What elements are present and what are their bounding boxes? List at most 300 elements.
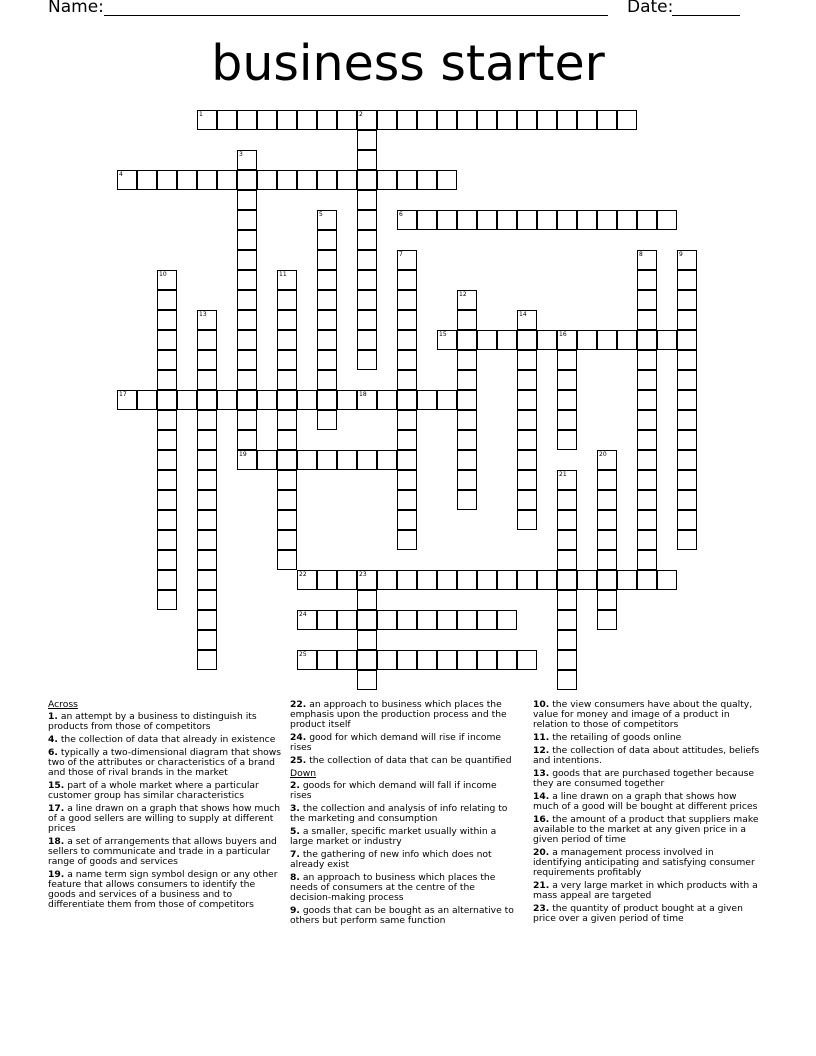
grid-cell[interactable] <box>257 450 277 470</box>
grid-cell[interactable] <box>337 110 357 130</box>
grid-cell[interactable] <box>637 270 657 290</box>
grid-cell[interactable] <box>317 210 337 230</box>
grid-cell[interactable] <box>197 630 217 650</box>
grid-cell[interactable] <box>497 330 517 350</box>
grid-cell[interactable] <box>397 410 417 430</box>
grid-cell[interactable] <box>557 530 577 550</box>
grid-cell[interactable] <box>557 110 577 130</box>
grid-cell[interactable] <box>317 610 337 630</box>
grid-cell[interactable] <box>397 450 417 470</box>
grid-cell[interactable] <box>537 210 557 230</box>
grid-cell[interactable] <box>197 350 217 370</box>
grid-cell[interactable] <box>337 610 357 630</box>
grid-cell[interactable] <box>677 350 697 370</box>
grid-cell[interactable] <box>197 490 217 510</box>
grid-cell[interactable] <box>577 570 597 590</box>
grid-cell[interactable] <box>357 350 377 370</box>
grid-cell[interactable] <box>637 290 657 310</box>
grid-cell[interactable] <box>457 570 477 590</box>
grid-cell[interactable] <box>237 190 257 210</box>
grid-cell[interactable] <box>637 570 657 590</box>
grid-cell[interactable] <box>517 410 537 430</box>
grid-cell[interactable] <box>237 290 257 310</box>
grid-cell[interactable] <box>297 450 317 470</box>
grid-cell[interactable] <box>397 470 417 490</box>
grid-cell[interactable] <box>157 510 177 530</box>
grid-cell[interactable] <box>597 110 617 130</box>
grid-cell[interactable] <box>437 650 457 670</box>
grid-cell[interactable] <box>257 390 277 410</box>
grid-cell[interactable] <box>457 290 477 310</box>
grid-cell[interactable] <box>477 330 497 350</box>
grid-cell[interactable] <box>237 110 257 130</box>
grid-cell[interactable] <box>397 270 417 290</box>
grid-cell[interactable] <box>677 450 697 470</box>
grid-cell[interactable] <box>237 210 257 230</box>
grid-cell[interactable] <box>557 570 577 590</box>
grid-cell[interactable] <box>577 210 597 230</box>
grid-cell[interactable] <box>457 210 477 230</box>
grid-cell[interactable] <box>557 490 577 510</box>
grid-cell[interactable] <box>237 270 257 290</box>
grid-cell[interactable] <box>317 410 337 430</box>
grid-cell[interactable] <box>417 570 437 590</box>
grid-cell[interactable] <box>157 290 177 310</box>
grid-cell[interactable] <box>597 490 617 510</box>
grid-cell[interactable] <box>637 510 657 530</box>
grid-cell[interactable] <box>637 430 657 450</box>
grid-cell[interactable] <box>357 590 377 610</box>
grid-cell[interactable] <box>417 210 437 230</box>
grid-cell[interactable] <box>217 390 237 410</box>
grid-cell[interactable] <box>457 410 477 430</box>
grid-cell[interactable] <box>417 610 437 630</box>
grid-cell[interactable] <box>157 550 177 570</box>
grid-cell[interactable] <box>517 510 537 530</box>
grid-cell[interactable] <box>677 490 697 510</box>
grid-cell[interactable] <box>277 430 297 450</box>
grid-cell[interactable] <box>297 390 317 410</box>
grid-cell[interactable] <box>197 530 217 550</box>
grid-cell[interactable] <box>297 110 317 130</box>
grid-cell[interactable] <box>257 110 277 130</box>
grid-cell[interactable] <box>557 550 577 570</box>
grid-cell[interactable] <box>317 230 337 250</box>
grid-cell[interactable] <box>637 390 657 410</box>
grid-cell[interactable] <box>157 410 177 430</box>
grid-cell[interactable] <box>277 530 297 550</box>
grid-cell[interactable] <box>217 110 237 130</box>
grid-cell[interactable] <box>677 330 697 350</box>
grid-cell[interactable] <box>397 210 417 230</box>
grid-cell[interactable] <box>597 330 617 350</box>
grid-cell[interactable] <box>317 330 337 350</box>
grid-cell[interactable] <box>677 510 697 530</box>
grid-cell[interactable] <box>637 350 657 370</box>
grid-cell[interactable] <box>157 590 177 610</box>
grid-cell[interactable] <box>237 450 257 470</box>
grid-cell[interactable] <box>217 170 237 190</box>
grid-cell[interactable] <box>337 450 357 470</box>
grid-cell[interactable] <box>357 170 377 190</box>
grid-cell[interactable] <box>497 110 517 130</box>
grid-cell[interactable] <box>677 290 697 310</box>
grid-cell[interactable] <box>557 510 577 530</box>
grid-cell[interactable] <box>617 570 637 590</box>
grid-cell[interactable] <box>357 570 377 590</box>
grid-cell[interactable] <box>517 310 537 330</box>
grid-cell[interactable] <box>517 570 537 590</box>
grid-cell[interactable] <box>377 450 397 470</box>
grid-cell[interactable] <box>357 390 377 410</box>
grid-cell[interactable] <box>197 310 217 330</box>
grid-cell[interactable] <box>557 370 577 390</box>
grid-cell[interactable] <box>597 530 617 550</box>
grid-cell[interactable] <box>637 530 657 550</box>
grid-cell[interactable] <box>557 470 577 490</box>
grid-cell[interactable] <box>397 390 417 410</box>
grid-cell[interactable] <box>157 450 177 470</box>
grid-cell[interactable] <box>517 470 537 490</box>
grid-cell[interactable] <box>677 410 697 430</box>
grid-cell[interactable] <box>677 270 697 290</box>
grid-cell[interactable] <box>377 650 397 670</box>
grid-cell[interactable] <box>517 450 537 470</box>
grid-cell[interactable] <box>397 250 417 270</box>
grid-cell[interactable] <box>157 270 177 290</box>
grid-cell[interactable] <box>117 390 137 410</box>
grid-cell[interactable] <box>277 270 297 290</box>
grid-cell[interactable] <box>357 450 377 470</box>
grid-cell[interactable] <box>557 630 577 650</box>
grid-cell[interactable] <box>617 110 637 130</box>
grid-cell[interactable] <box>637 210 657 230</box>
grid-cell[interactable] <box>517 430 537 450</box>
grid-cell[interactable] <box>677 370 697 390</box>
grid-cell[interactable] <box>197 410 217 430</box>
grid-cell[interactable] <box>237 390 257 410</box>
grid-cell[interactable] <box>437 610 457 630</box>
grid-cell[interactable] <box>157 330 177 350</box>
grid-cell[interactable] <box>197 470 217 490</box>
grid-cell[interactable] <box>277 410 297 430</box>
grid-cell[interactable] <box>537 330 557 350</box>
grid-cell[interactable] <box>197 450 217 470</box>
grid-cell[interactable] <box>357 650 377 670</box>
grid-cell[interactable] <box>317 310 337 330</box>
grid-cell[interactable] <box>317 570 337 590</box>
grid-cell[interactable] <box>397 510 417 530</box>
grid-cell[interactable] <box>557 210 577 230</box>
grid-cell[interactable] <box>257 170 277 190</box>
grid-cell[interactable] <box>137 390 157 410</box>
grid-cell[interactable] <box>237 370 257 390</box>
grid-cell[interactable] <box>557 610 577 630</box>
grid-cell[interactable] <box>317 110 337 130</box>
grid-cell[interactable] <box>317 370 337 390</box>
grid-cell[interactable] <box>157 310 177 330</box>
grid-cell[interactable] <box>197 550 217 570</box>
grid-cell[interactable] <box>397 170 417 190</box>
grid-cell[interactable] <box>337 390 357 410</box>
grid-cell[interactable] <box>637 310 657 330</box>
grid-cell[interactable] <box>637 250 657 270</box>
grid-cell[interactable] <box>637 330 657 350</box>
grid-cell[interactable] <box>317 250 337 270</box>
grid-cell[interactable] <box>517 210 537 230</box>
grid-cell[interactable] <box>377 110 397 130</box>
grid-cell[interactable] <box>517 650 537 670</box>
grid-cell[interactable] <box>317 290 337 310</box>
grid-cell[interactable] <box>157 470 177 490</box>
grid-cell[interactable] <box>497 210 517 230</box>
grid-cell[interactable] <box>537 570 557 590</box>
grid-cell[interactable] <box>237 310 257 330</box>
grid-cell[interactable] <box>237 330 257 350</box>
grid-cell[interactable] <box>557 350 577 370</box>
grid-cell[interactable] <box>477 610 497 630</box>
grid-cell[interactable] <box>157 170 177 190</box>
grid-cell[interactable] <box>597 450 617 470</box>
grid-cell[interactable] <box>157 390 177 410</box>
grid-cell[interactable] <box>557 410 577 430</box>
grid-cell[interactable] <box>557 590 577 610</box>
grid-cell[interactable] <box>637 470 657 490</box>
grid-cell[interactable] <box>237 250 257 270</box>
grid-cell[interactable] <box>177 170 197 190</box>
grid-cell[interactable] <box>237 230 257 250</box>
grid-cell[interactable] <box>397 490 417 510</box>
grid-cell[interactable] <box>197 430 217 450</box>
grid-cell[interactable] <box>457 450 477 470</box>
grid-cell[interactable] <box>277 470 297 490</box>
grid-cell[interactable] <box>637 450 657 470</box>
grid-cell[interactable] <box>397 110 417 130</box>
grid-cell[interactable] <box>597 550 617 570</box>
grid-cell[interactable] <box>537 110 557 130</box>
grid-cell[interactable] <box>357 630 377 650</box>
grid-cell[interactable] <box>397 290 417 310</box>
grid-cell[interactable] <box>557 430 577 450</box>
grid-cell[interactable] <box>497 610 517 630</box>
grid-cell[interactable] <box>277 170 297 190</box>
grid-cell[interactable] <box>417 170 437 190</box>
grid-cell[interactable] <box>457 430 477 450</box>
grid-cell[interactable] <box>597 470 617 490</box>
grid-cell[interactable] <box>677 390 697 410</box>
grid-cell[interactable] <box>417 110 437 130</box>
grid-cell[interactable] <box>317 350 337 370</box>
grid-cell[interactable] <box>517 330 537 350</box>
grid-cell[interactable] <box>157 430 177 450</box>
grid-cell[interactable] <box>197 110 217 130</box>
grid-cell[interactable] <box>317 450 337 470</box>
grid-cell[interactable] <box>237 150 257 170</box>
grid-cell[interactable] <box>437 210 457 230</box>
grid-cell[interactable] <box>597 590 617 610</box>
grid-cell[interactable] <box>317 650 337 670</box>
grid-cell[interactable] <box>357 230 377 250</box>
grid-cell[interactable] <box>237 430 257 450</box>
grid-cell[interactable] <box>337 650 357 670</box>
grid-cell[interactable] <box>197 570 217 590</box>
grid-cell[interactable] <box>477 570 497 590</box>
grid-cell[interactable] <box>417 390 437 410</box>
grid-cell[interactable] <box>557 330 577 350</box>
grid-cell[interactable] <box>517 390 537 410</box>
grid-cell[interactable] <box>277 390 297 410</box>
grid-cell[interactable] <box>277 550 297 570</box>
grid-cell[interactable] <box>357 290 377 310</box>
grid-cell[interactable] <box>357 330 377 350</box>
grid-cell[interactable] <box>197 330 217 350</box>
grid-cell[interactable] <box>237 170 257 190</box>
grid-cell[interactable] <box>357 670 377 690</box>
grid-cell[interactable] <box>457 490 477 510</box>
grid-cell[interactable] <box>197 610 217 630</box>
grid-cell[interactable] <box>437 330 457 350</box>
grid-cell[interactable] <box>317 390 337 410</box>
grid-cell[interactable] <box>277 350 297 370</box>
grid-cell[interactable] <box>657 210 677 230</box>
grid-cell[interactable] <box>577 110 597 130</box>
grid-cell[interactable] <box>277 370 297 390</box>
grid-cell[interactable] <box>597 610 617 630</box>
grid-cell[interactable] <box>457 330 477 350</box>
grid-cell[interactable] <box>397 650 417 670</box>
grid-cell[interactable] <box>497 570 517 590</box>
grid-cell[interactable] <box>357 270 377 290</box>
grid-cell[interactable] <box>357 250 377 270</box>
grid-cell[interactable] <box>277 510 297 530</box>
grid-cell[interactable] <box>357 130 377 150</box>
grid-cell[interactable] <box>277 330 297 350</box>
grid-cell[interactable] <box>377 610 397 630</box>
grid-cell[interactable] <box>437 570 457 590</box>
grid-cell[interactable] <box>357 110 377 130</box>
grid-cell[interactable] <box>457 610 477 630</box>
grid-cell[interactable] <box>437 390 457 410</box>
grid-cell[interactable] <box>197 370 217 390</box>
grid-cell[interactable] <box>377 390 397 410</box>
grid-cell[interactable] <box>597 210 617 230</box>
grid-cell[interactable] <box>297 170 317 190</box>
grid-cell[interactable] <box>357 150 377 170</box>
grid-cell[interactable] <box>597 570 617 590</box>
grid-cell[interactable] <box>317 270 337 290</box>
grid-cell[interactable] <box>677 530 697 550</box>
grid-cell[interactable] <box>437 110 457 130</box>
grid-cell[interactable] <box>457 110 477 130</box>
grid-cell[interactable] <box>277 450 297 470</box>
grid-cell[interactable] <box>577 330 597 350</box>
grid-cell[interactable] <box>157 530 177 550</box>
grid-cell[interactable] <box>357 190 377 210</box>
grid-cell[interactable] <box>457 310 477 330</box>
grid-cell[interactable] <box>637 490 657 510</box>
grid-cell[interactable] <box>677 470 697 490</box>
grid-cell[interactable] <box>397 530 417 550</box>
grid-cell[interactable] <box>637 410 657 430</box>
grid-cell[interactable] <box>377 170 397 190</box>
grid-cell[interactable] <box>397 610 417 630</box>
grid-cell[interactable] <box>517 490 537 510</box>
grid-cell[interactable] <box>357 310 377 330</box>
grid-cell[interactable] <box>397 310 417 330</box>
grid-cell[interactable] <box>377 570 397 590</box>
grid-cell[interactable] <box>557 390 577 410</box>
grid-cell[interactable] <box>177 390 197 410</box>
grid-cell[interactable] <box>297 610 317 630</box>
grid-cell[interactable] <box>637 370 657 390</box>
grid-cell[interactable] <box>677 250 697 270</box>
grid-cell[interactable] <box>657 570 677 590</box>
grid-cell[interactable] <box>417 650 437 670</box>
grid-cell[interactable] <box>397 430 417 450</box>
grid-cell[interactable] <box>517 370 537 390</box>
grid-cell[interactable] <box>197 390 217 410</box>
grid-cell[interactable] <box>677 430 697 450</box>
grid-cell[interactable] <box>337 570 357 590</box>
grid-cell[interactable] <box>557 650 577 670</box>
grid-cell[interactable] <box>497 650 517 670</box>
grid-cell[interactable] <box>437 170 457 190</box>
grid-cell[interactable] <box>617 210 637 230</box>
grid-cell[interactable] <box>477 210 497 230</box>
grid-cell[interactable] <box>457 350 477 370</box>
grid-cell[interactable] <box>157 570 177 590</box>
grid-cell[interactable] <box>297 570 317 590</box>
grid-cell[interactable] <box>197 590 217 610</box>
grid-cell[interactable] <box>637 550 657 570</box>
grid-cell[interactable] <box>277 310 297 330</box>
grid-cell[interactable] <box>277 490 297 510</box>
grid-cell[interactable] <box>197 170 217 190</box>
grid-cell[interactable] <box>517 110 537 130</box>
grid-cell[interactable] <box>457 390 477 410</box>
grid-cell[interactable] <box>197 650 217 670</box>
grid-cell[interactable] <box>517 350 537 370</box>
grid-cell[interactable] <box>237 410 257 430</box>
grid-cell[interactable] <box>397 570 417 590</box>
grid-cell[interactable] <box>297 650 317 670</box>
grid-cell[interactable] <box>597 510 617 530</box>
grid-cell[interactable] <box>197 510 217 530</box>
grid-cell[interactable] <box>277 290 297 310</box>
grid-cell[interactable] <box>157 490 177 510</box>
grid-cell[interactable] <box>457 470 477 490</box>
grid-cell[interactable] <box>617 330 637 350</box>
grid-cell[interactable] <box>137 170 157 190</box>
grid-cell[interactable] <box>337 170 357 190</box>
grid-cell[interactable] <box>397 370 417 390</box>
grid-cell[interactable] <box>457 650 477 670</box>
grid-cell[interactable] <box>657 330 677 350</box>
grid-cell[interactable] <box>557 670 577 690</box>
grid-cell[interactable] <box>237 350 257 370</box>
grid-cell[interactable] <box>397 330 417 350</box>
grid-cell[interactable] <box>457 370 477 390</box>
grid-cell[interactable] <box>477 650 497 670</box>
grid-cell[interactable] <box>477 110 497 130</box>
grid-cell[interactable] <box>277 110 297 130</box>
grid-cell[interactable] <box>397 350 417 370</box>
grid-cell[interactable] <box>157 370 177 390</box>
grid-cell[interactable] <box>357 210 377 230</box>
grid-cell[interactable] <box>117 170 137 190</box>
grid-cell[interactable] <box>157 350 177 370</box>
grid-cell[interactable] <box>357 610 377 630</box>
